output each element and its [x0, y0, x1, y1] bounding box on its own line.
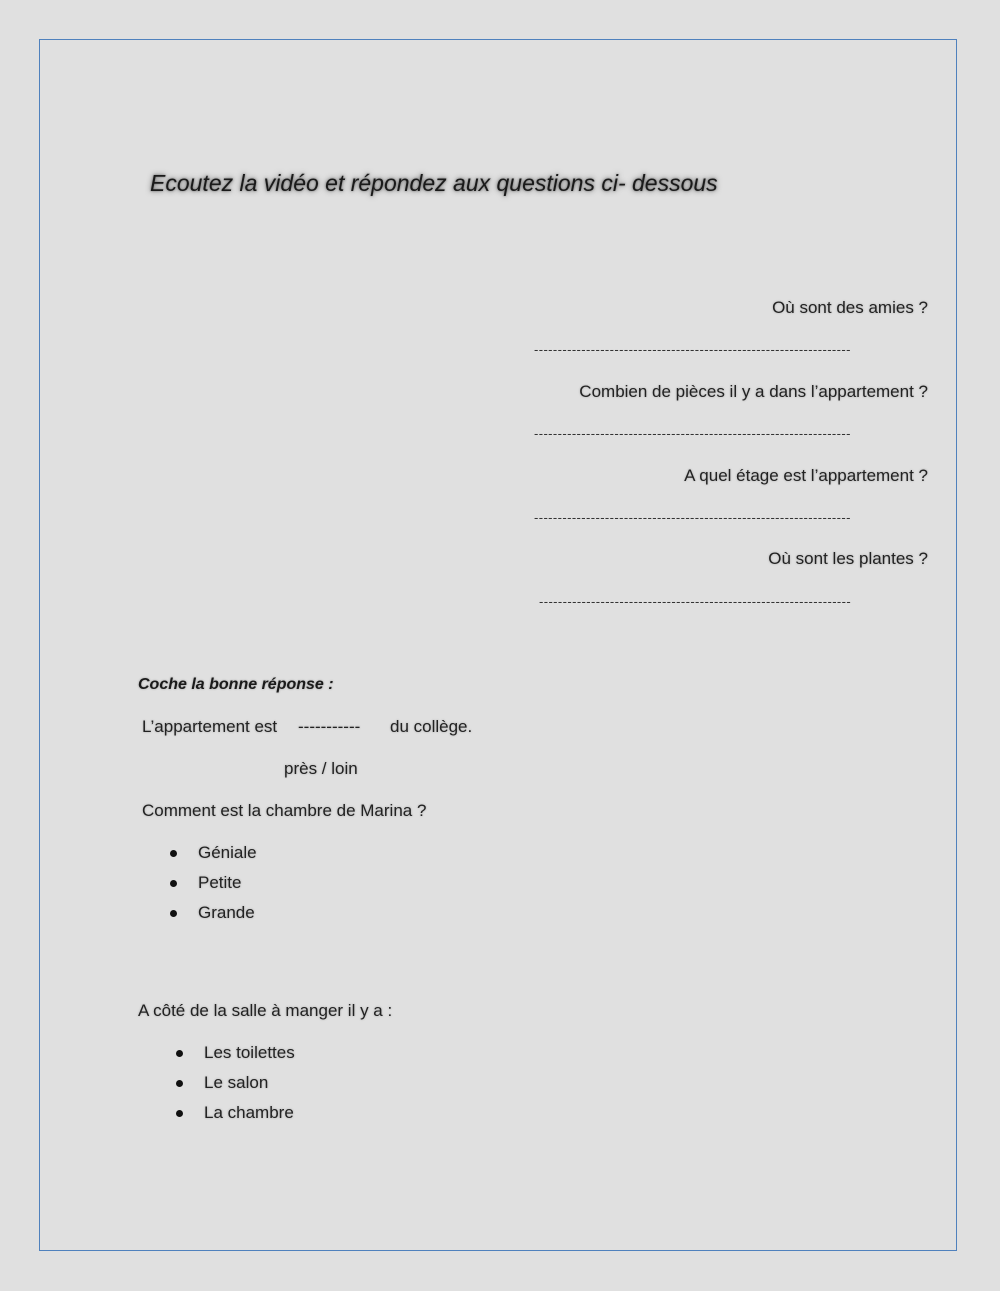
- section-heading: Coche la bonne réponse :: [138, 676, 334, 693]
- bullet-icon: [176, 1050, 183, 1057]
- option-chambre[interactable]: [170, 898, 257, 928]
- option-label: Les toilettes: [204, 1043, 295, 1062]
- question-3: A quel étage est l’appartement ?: [684, 466, 928, 485]
- question-4: Où sont les plantes ?: [768, 549, 928, 568]
- answer-line-3[interactable]: -------------------------------------------------------------------: [534, 510, 851, 525]
- options-salle-list: [176, 1038, 295, 1128]
- bullet-icon: [170, 880, 177, 887]
- option-chambre[interactable]: [170, 868, 257, 898]
- option-label: Le salon: [204, 1073, 269, 1092]
- page-title: Ecoutez la vidéo et répondez aux questions ci- dessous: [150, 170, 718, 196]
- question-1: Où sont des amies ?: [772, 298, 928, 317]
- sentence-blank[interactable]: -----------: [298, 717, 361, 736]
- answer-line-4[interactable]: ------------------------------------------------------------------: [539, 594, 852, 609]
- option-salle[interactable]: [176, 1038, 295, 1068]
- option-salle[interactable]: [176, 1098, 295, 1128]
- bullet-icon: [170, 850, 177, 857]
- bullet-icon: [170, 910, 177, 917]
- question-chambre: Comment est la chambre de Marina ?: [142, 801, 427, 820]
- answer-line-2[interactable]: -------------------------------------------------------------------: [534, 426, 851, 441]
- option-label: La chambre: [204, 1103, 294, 1122]
- answer-line-1[interactable]: -------------------------------------------------------------------: [534, 342, 851, 357]
- option-label: Géniale: [198, 843, 257, 862]
- sentence-end: du collège.: [390, 717, 473, 736]
- choice-pair[interactable]: près / loin: [284, 759, 358, 778]
- option-label: Grande: [198, 903, 255, 922]
- option-chambre[interactable]: [170, 838, 257, 868]
- question-2: Combien de pièces il y a dans l’appartement ?: [579, 382, 928, 401]
- option-salle[interactable]: [176, 1068, 295, 1098]
- sentence-start: L’appartement est: [142, 717, 278, 736]
- bullet-icon: [176, 1110, 183, 1117]
- options-chambre-list: [170, 838, 257, 928]
- question-salle: A côté de la salle à manger il y a :: [138, 1001, 393, 1020]
- bullet-icon: [176, 1080, 183, 1087]
- option-label: Petite: [198, 873, 242, 892]
